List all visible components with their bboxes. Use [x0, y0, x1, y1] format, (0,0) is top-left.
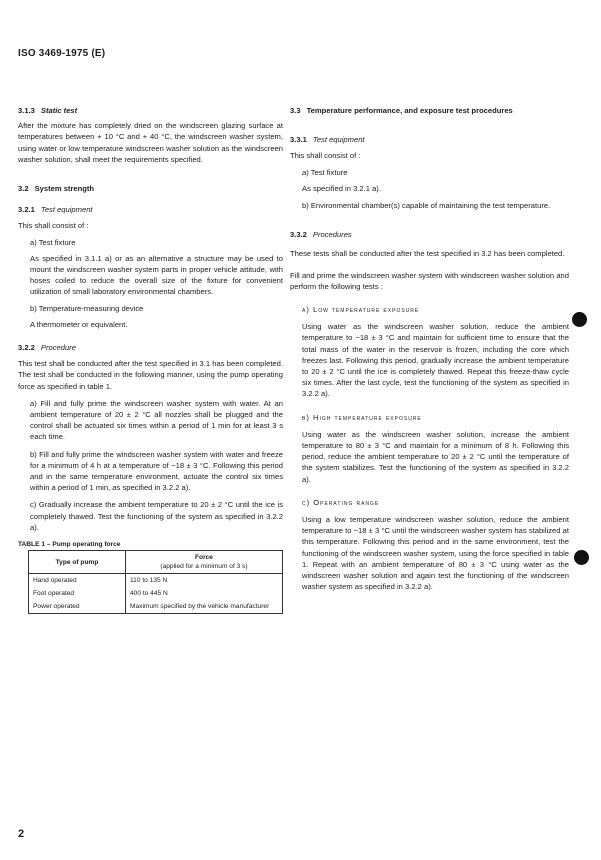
item-b-label: b) Temperature-measuring device	[30, 303, 144, 313]
section-title: Procedures	[312, 230, 352, 240]
section-number: 3.3.2	[290, 230, 307, 240]
procedures-para-2: Fill and prime the windscreen washer system with windscreen washer solution and perform the following tests :	[290, 270, 569, 291]
pump-force: 110 to 135 N	[126, 574, 283, 588]
pump-force-table	[28, 550, 283, 614]
col-force-subtitle: (applied for a minimum of 3 s)	[160, 563, 248, 571]
procedure-a: a) Fill and fully prime the windscreen washer system with water. At an ambient temperature of 20 ± 2 °C all nozzles shall be plugged and the control shall be actuated six times within a period of 1 min for at least 3 s each time.	[30, 398, 283, 442]
col-force-title: Force	[195, 554, 213, 562]
operating-range-text: Using a low temperature windscreen washer solution, reduce the ambient temperature to −18 ± 3 °C until the windscreen washer system has stabilized at this temperature. Following this period and in the same environment, test the functioning of the windscreen washer system, using the force specified in table 1. Repeat with an ambient temperature of 80 ± 3 °C using water as the windscreen washer solution and again test the functioning of the windscreen washer system as specified in 3.2.2 a).	[302, 515, 569, 592]
item-a-text: As specified in 3.1.1 a) or as an alternative a structure may be used to mount the windscreen washer system parts in proper vehicle attitude, with hoses coiled to reduce the overall size of the fixture for convenient utilization of small laboratory environmental chambers.	[30, 253, 283, 297]
section-3-2-2-heading	[18, 342, 283, 353]
col-force-header	[126, 551, 283, 574]
item-a-text: As specified in 3.2.1 a).	[302, 183, 381, 193]
section-3-2-1-intro: This shall consist of :	[18, 221, 89, 231]
section-number: 3.1.3	[18, 106, 35, 115]
section-3-3-heading	[290, 105, 569, 116]
section-title: System strength	[34, 184, 95, 194]
section-number: 3.3.1	[290, 135, 307, 145]
section-3-2-1-heading	[18, 204, 283, 215]
pump-force: 400 to 445 N	[126, 587, 283, 600]
section-3-3-2-heading	[290, 229, 569, 240]
section-3-3-1-intro: This shall consist of :	[290, 151, 361, 161]
section-3-2-2-intro: This test shall be conducted after the test specified in 3.1 has been completed. The test shall be conducted in the following manner, using the pump operating force as specified in table 1.	[18, 359, 283, 391]
section-title: Test equipment	[40, 205, 93, 215]
item-a-label: a) Test fixture	[302, 167, 348, 177]
high-temp-text: Using water as the windscreen washer solution, increase the ambient temperature to 80 ± 3 °C and maintain for a minimum of 8 h. Following this period, reduce the ambient temperature to 20 ± 2 °C until the temperature of the system stabilizes. Test the functioning of the system as specified in 3.2.2 a).	[302, 429, 569, 484]
pump-force: Maximum specified by the vehicle manufacturer	[126, 600, 283, 614]
document-header: ISO 3469-1975 (E)	[18, 48, 106, 59]
low-temp-text: Using water as the windscreen washer solution, reduce the ambient temperature to −18 ± 3 °C and maintain for sufficient time to ensure that the total mass of the water in the reservoir is frozen, including the core which freezes last. Following this period, gradually increase the ambient temperature to 20 ± 2 °C until the ice is completely thawed. Repeat this freeze-thaw cycle six times. After the last cycle, test the functioning of the system as specified in 3.2.2 a).	[302, 322, 569, 399]
item-a-label: a) Test fixture	[30, 237, 76, 247]
section-number: 3.2.2	[18, 343, 35, 353]
section-3-2-heading	[18, 183, 283, 194]
pump-type: Power operated	[29, 600, 126, 614]
section-3-1-3-text: After the mixture has completely dried on the windscreen glazing surface at temperatures between + 10 °C and + 40 °C, the windscreen washer system, using water or low temperature windscreen washer solution as the windscreen washer solution, shall meet the requirements specified.	[18, 121, 283, 164]
right-column	[290, 105, 569, 593]
item-b-text: b) Environmental chamber(s) capable of maintaining the test temperature.	[302, 201, 551, 211]
section-3-3-1-heading	[290, 134, 569, 145]
pump-type: Hand operated	[29, 574, 126, 588]
table-row	[29, 574, 283, 588]
table-row	[29, 587, 283, 600]
table-caption: TABLE 1 – Pump operating force	[18, 541, 121, 549]
punch-hole-mark	[572, 312, 587, 327]
section-number: 3.2.1	[18, 205, 35, 215]
section-title: Static test	[40, 106, 78, 115]
punch-hole-mark	[574, 550, 589, 565]
procedure-b: b) Fill and fully prime the windscreen washer system with water and freeze for a minimum of 4 h at a temperature of −18 ± 3 °C. Following this period and in the same temperature environment, actuate the control six times within a period of 1 min, as specified in 3.2.2 a).	[30, 449, 283, 493]
table-row	[29, 600, 283, 614]
operating-range-label: c) Operating range	[302, 497, 380, 507]
section-number: 3.2	[18, 184, 29, 194]
page-number: 2	[18, 828, 25, 840]
high-temp-label: b) High temperature exposure	[302, 412, 422, 422]
section-title: Procedure	[40, 343, 76, 353]
low-temp-label: a) Low temperature exposure	[302, 305, 420, 315]
table-header-row	[29, 551, 283, 574]
pump-type: Foot operated	[29, 587, 126, 600]
section-title: Temperature performance, and exposure test procedures	[306, 106, 513, 115]
section-3-1-3-heading	[18, 105, 283, 116]
col-type-header: Type of pump	[29, 551, 126, 574]
item-b-text: A thermometer or equivalent.	[30, 319, 128, 329]
section-number: 3.3	[290, 106, 301, 115]
left-column	[18, 105, 283, 614]
procedures-para-1: These tests shall be conducted after the test specified in 3.2 has been completed.	[290, 249, 565, 259]
section-title: Test equipment	[312, 135, 365, 145]
procedure-c: c) Gradually increase the ambient temperature to 20 ± 2 °C until the ice is completely thawed. Test the functioning of the system as specified in 3.2.2 a).	[30, 500, 283, 532]
